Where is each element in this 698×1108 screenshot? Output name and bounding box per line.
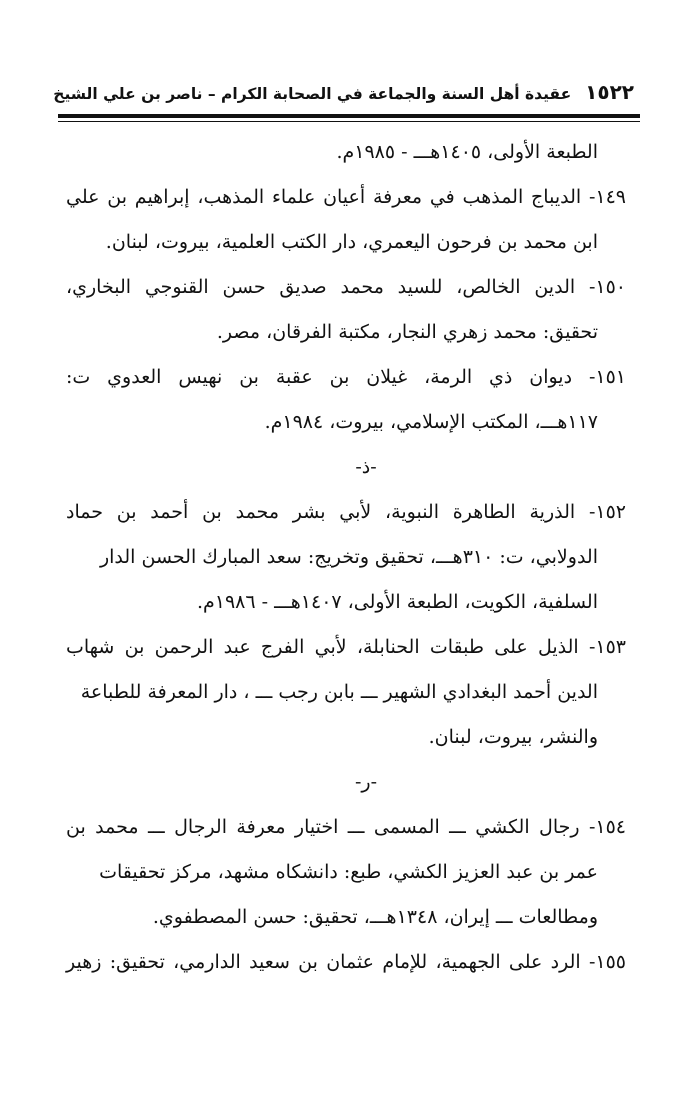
text-line: الطبعة الأولى، ١٤٠٥هـــ - ١٩٨٥م. <box>336 141 598 163</box>
page-number: ١٥٢٢ <box>585 80 634 104</box>
text-line: ١٥٢- الذرية الطاهرة النبوية، لأبي بشر محمد بن أحمد بن حماد <box>66 501 626 523</box>
text-line: ١٥١- ديوان ذي الرمة، غيلان بن عقبة بن نهيس العدوي ت: <box>66 366 626 388</box>
bibliography-entry-154 <box>66 805 626 940</box>
text-line: ١٥٠- الدين الخالص، للسيد محمد صديق حسن القنوجي البخاري، <box>66 276 626 298</box>
running-header <box>53 80 634 104</box>
header-rule-thin <box>58 121 640 122</box>
bibliography-entry-153 <box>66 625 626 760</box>
text-line: تحقيق: محمد زهري النجار، مكتبة الفرقان، مصر. <box>216 321 598 343</box>
text-line: والنشر، بيروت، لبنان. <box>428 726 598 748</box>
header-rule-thick <box>58 114 640 118</box>
text-line: ١٤٩- الديباج المذهب في معرفة أعيان علماء المذهب، إبراهيم بن علي <box>66 186 626 208</box>
text-line: ١١٧هـــ، المكتب الإسلامي، بيروت، ١٩٨٤م. <box>264 411 598 433</box>
section-heading-ra: -ر- <box>354 771 377 793</box>
header-title: عقيدة أهل السنة والجماعة في الصحابة الكرام – ناصر بن علي الشيخ <box>53 85 572 103</box>
continuation-paragraph <box>66 130 626 175</box>
bibliography-entry-155 <box>66 940 626 985</box>
bibliography-entry-149 <box>66 175 626 265</box>
text-line: الدولابي، ت: ٣١٠هـــ، تحقيق وتخريج: سعد المبارك الحسن الدار <box>99 546 598 568</box>
section-heading-dhal: -ذ- <box>355 456 377 478</box>
text-line: ومطالعات ـــ إيران، ١٣٤٨هـــ، تحقيق: حسن المصطفوي. <box>152 906 598 928</box>
text-line: ١٥٣- الذيل على طبقات الحنابلة، لأبي الفرج عبد الرحمن بن شهاب <box>66 636 626 658</box>
bibliography-entry-151 <box>66 355 626 445</box>
bibliography-text <box>66 130 626 985</box>
text-line: ابن محمد بن فرحون اليعمري، دار الكتب العلمية، بيروت، لبنان. <box>105 231 598 253</box>
bibliography-entry-150 <box>66 265 626 355</box>
bibliography-entry-152 <box>66 490 626 625</box>
text-line: عمر بن عبد العزيز الكشي، طبع: دانشكاه مشهد، مركز تحقيقات <box>99 861 598 883</box>
text-line: السلفية، الكويت، الطبعة الأولى، ١٤٠٧هـــ - ١٩٨٦م. <box>196 591 598 613</box>
text-line: الدين أحمد البغدادي الشهير ـــ بابن رجب ـــ ، دار المعرفة للطباعة <box>80 681 598 703</box>
text-line: ١٥٥- الرد على الجهمية، للإمام عثمان بن سعيد الدارمي، تحقيق: زهير <box>66 951 626 973</box>
text-line: ١٥٤- رجال الكشي ـــ المسمى ـــ اختيار معرفة الرجال ـــ محمد بن <box>66 816 626 838</box>
